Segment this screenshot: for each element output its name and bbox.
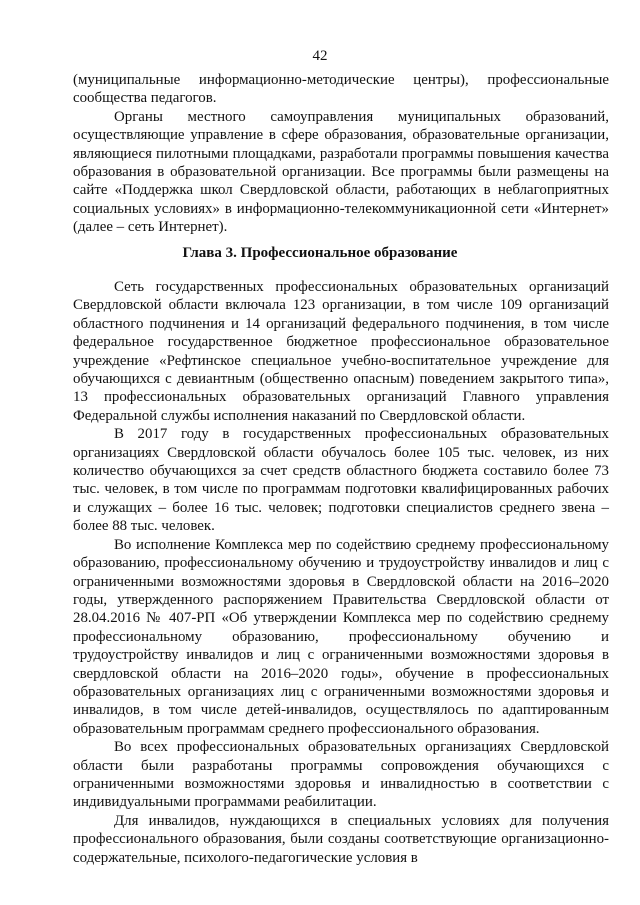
chapter-heading: Глава 3. Профессиональное образование bbox=[182, 245, 458, 261]
paragraph-continuation: (муниципальные информационно-методические центры), профессиональные сообщества педагогов. bbox=[73, 72, 609, 107]
paragraph-network: Сеть государственных профессиональных образовательных организаций Свердловской области включала 123 организации, в том числе 109 организаций областного подчинения и 14 организаций федерального подчинения, в том числе федеральное государственное бюджетное профессиональное образовательное учреждение «Рефтинское специальное учебно-воспитательное учреждение для обучающихся с девиантным (общественно опасным) поведением закрытого типа», 13 профессиональных образовательных организаций Главного управления Федеральной службы исполнения наказаний по Свердловской области. bbox=[73, 279, 609, 424]
paragraph-measures-complex: Во исполнение Комплекса мер по содействию среднему профессиональному образованию, профессиональному обучению и трудоустройству инвалидов и лиц с ограниченными возможностями здоровья в Свердловской области на 2016–2020 годы, утвержденного распоряжением Правительства Свердловской области от 28.04.2016 № 407-РП «Об утверждении Комплекса мер по содействию среднему профессиональному образованию, профессиональному обучению и трудоустройству инвалидов и лиц с ограниченными возможностями здоровья в свердловской области на 2016–2020 годы», обучение в профессиональных образовательных организациях лиц с ограниченными возможностями здоровья и инвалидов, в том числе детей-инвалидов, осуществлялось по адаптированным образовательным программам среднего профессионального образования. bbox=[73, 536, 609, 737]
paragraph-special-conditions: Для инвалидов, нуждающихся в специальных условиях для получения профессионального образования, были созданы соответствующие организационно-содержательные, психолого-педагогические условия в bbox=[73, 812, 609, 866]
page-number: 42 bbox=[312, 48, 328, 64]
paragraph-local-government: Органы местного самоуправления муниципальных образований, осуществляющие управление в сфере образования, образовательные организации, являющиеся пилотными площадками, разработали программы повышения качества образования в образовательной организации. Все программы были размещены на сайте «Поддержка школ Свердловской области, работающих в неблагоприятных социальных условиях» в информационно-телекоммуникационной сети «Интернет» (далее – сеть Интернет). bbox=[73, 108, 609, 236]
main-text-block bbox=[73, 278, 609, 867]
paragraph-support-programs: Во всех профессиональных образовательных организациях Свердловской области были разработаны программы сопровождения обучающихся с ограниченными возможностями здоровья и инвалидностью в соответствии с индивидуальными программами реабилитации. bbox=[73, 739, 609, 811]
paragraph-2017-students: В 2017 году в государственных профессиональных образовательных организациях Свердловской области обучалось более 105 тыс. человек, из них количество обучающихся за счет средств областного бюджета составило более 73 тыс. человек, в том числе по программам подготовки квалифицированных рабочих и служащих – более 16 тыс. человек; подготовки специалистов среднего звена – более 88 тыс. человек. bbox=[73, 426, 609, 535]
top-text-block bbox=[73, 71, 609, 237]
